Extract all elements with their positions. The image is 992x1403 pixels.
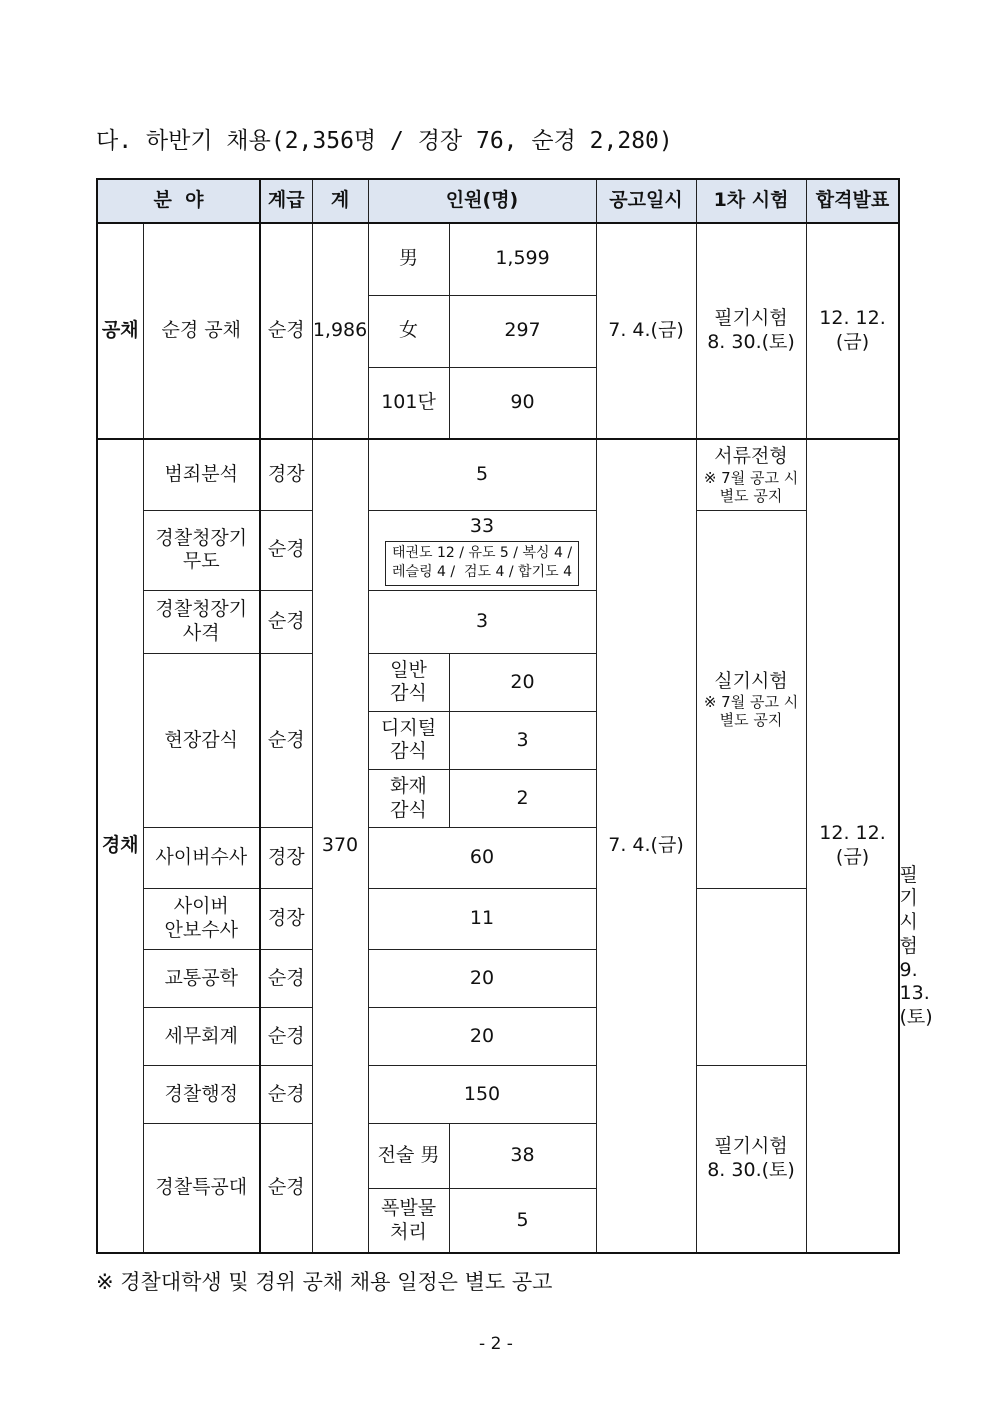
- header-rank: 계급: [260, 179, 312, 223]
- cyber-count: 60: [368, 828, 596, 889]
- admin-field: 경찰행정: [143, 1066, 260, 1124]
- row-cyber-security: [97, 889, 899, 950]
- forensics-count-fire: 2: [449, 769, 596, 827]
- cyber-field: 사이버수사: [143, 828, 260, 889]
- martial-count-cell: [368, 510, 596, 590]
- exam-written-aug30-name: 필기시험: [714, 1135, 788, 1158]
- gyeongchae-group: 경채: [97, 439, 143, 1253]
- crime-count: 5: [368, 439, 596, 510]
- exam-document-note: ※ 7월 공고 시 별도 공지: [703, 468, 799, 505]
- gongchae-field: 순경 공채: [143, 223, 260, 439]
- cybersec-field: 사이버 안보수사: [143, 889, 260, 950]
- shooting-field: 경찰청장기 사격: [143, 590, 260, 653]
- special-field: 경찰특공대: [143, 1124, 260, 1253]
- row-cyber: 사이버수사 경장 60 필기시험 9. 13.(토): [97, 828, 899, 889]
- special-label-explosives: 폭발물 처리: [368, 1189, 449, 1253]
- gyeongchae-total: 370: [312, 439, 368, 1253]
- martial-rank: 순경: [260, 510, 312, 590]
- gongchae-notice-date: 7. 4.(금): [596, 223, 696, 439]
- martial-count: 33: [469, 514, 495, 537]
- special-count-explosives: 5: [449, 1189, 596, 1253]
- gongchae-exam-name: 필기시험: [714, 307, 788, 330]
- tax-rank: 순경: [260, 1008, 312, 1066]
- gongchae-label-101: 101단: [368, 367, 449, 439]
- header-first-exam: 1차 시험: [696, 179, 806, 223]
- martial-field: 경찰청장기 무도: [143, 510, 260, 590]
- admin-count: 150: [368, 1066, 596, 1124]
- shooting-rank: 순경: [260, 590, 312, 653]
- forensics-rank: 순경: [260, 653, 312, 827]
- section-heading: 다. 하반기 채용(2,356명 / 경장 76, 순경 2,280): [96, 128, 673, 154]
- exam-practical-note: ※ 7월 공고 시 별도 공지: [703, 693, 799, 730]
- traffic-field: 교통공학: [143, 950, 260, 1008]
- special-label-tactics: 전술 男: [368, 1124, 449, 1189]
- martial-breakdown-line2: 레슬링 4 / 검도 4 / 합기도 4: [392, 564, 572, 581]
- traffic-count: 20: [368, 950, 596, 1008]
- forensics-count-general: 20: [449, 653, 596, 711]
- gongchae-label-male: 男: [368, 223, 449, 295]
- header-total: 계: [312, 179, 368, 223]
- row-admin: [97, 1066, 899, 1124]
- gongchae-count-101: 90: [449, 367, 596, 439]
- gongchae-result: 12. 12.(금): [806, 223, 899, 439]
- shooting-count: 3: [368, 590, 596, 653]
- row-martial-arts: [97, 510, 899, 590]
- exam-document-name: 서류전형: [714, 445, 788, 468]
- forensics-label-digital: 디지털 감식: [368, 711, 449, 769]
- gongchae-row-male: [97, 223, 899, 295]
- traffic-rank: 순경: [260, 950, 312, 1008]
- forensics-label-general: 일반 감식: [368, 653, 449, 711]
- forensics-count-digital: 3: [449, 711, 596, 769]
- page-number: - 2 -: [479, 1334, 513, 1354]
- martial-breakdown-line1: 태권도 12 / 유도 5 / 복싱 4 /: [391, 544, 573, 561]
- cyber-rank: 경장: [260, 828, 312, 889]
- gongchae-group: 공채: [97, 223, 143, 439]
- header-result: 합격발표: [806, 179, 899, 223]
- gongchae-total: 1,986: [312, 223, 368, 439]
- header-field: 분 야: [97, 179, 260, 223]
- cybersec-rank: 경장: [260, 889, 312, 950]
- exam-practical-name: 실기시험: [714, 669, 788, 692]
- special-rank: 순경: [260, 1124, 312, 1253]
- header-personnel: 인원(명): [368, 179, 596, 223]
- gongchae-exam-date: 8. 30.(토): [707, 331, 795, 354]
- header-notice-date: 공고일시: [596, 179, 696, 223]
- exam-written-aug30: [696, 1066, 806, 1253]
- crime-field: 범죄분석: [143, 439, 260, 510]
- forensics-field: 현장감식: [143, 653, 260, 827]
- gongchae-label-female: 女: [368, 295, 449, 367]
- exam-document: [696, 439, 806, 510]
- gongchae-count-female: 297: [449, 295, 596, 367]
- special-count-tactics: 38: [449, 1124, 596, 1189]
- gyeongchae-notice-date: 7. 4.(금): [596, 439, 696, 1253]
- exam-practical: [696, 510, 806, 888]
- row-crime-analysis: [97, 439, 899, 510]
- forensics-label-fire: 화재 감식: [368, 769, 449, 827]
- header-row: [97, 179, 899, 223]
- cybersec-count: 11: [368, 889, 596, 950]
- crime-rank: 경장: [260, 439, 312, 510]
- gongchae-rank: 순경: [260, 223, 312, 439]
- footnote: ※ 경찰대학생 및 경위 공채 채용 일정은 별도 공고: [96, 1270, 553, 1294]
- martial-breakdown-box: [385, 541, 579, 586]
- row-tax: [97, 1008, 899, 1066]
- gongchae-count-male: 1,599: [449, 223, 596, 295]
- recruitment-table: [96, 178, 933, 1254]
- admin-rank: 순경: [260, 1066, 312, 1124]
- exam-written-aug30-date: 8. 30.(토): [707, 1159, 795, 1182]
- tax-count: 20: [368, 1008, 596, 1066]
- row-traffic: [97, 950, 899, 1008]
- tax-field: 세무회계: [143, 1008, 260, 1066]
- gongchae-exam: [696, 223, 806, 439]
- gyeongchae-result: 12. 12.(금): [806, 439, 899, 1253]
